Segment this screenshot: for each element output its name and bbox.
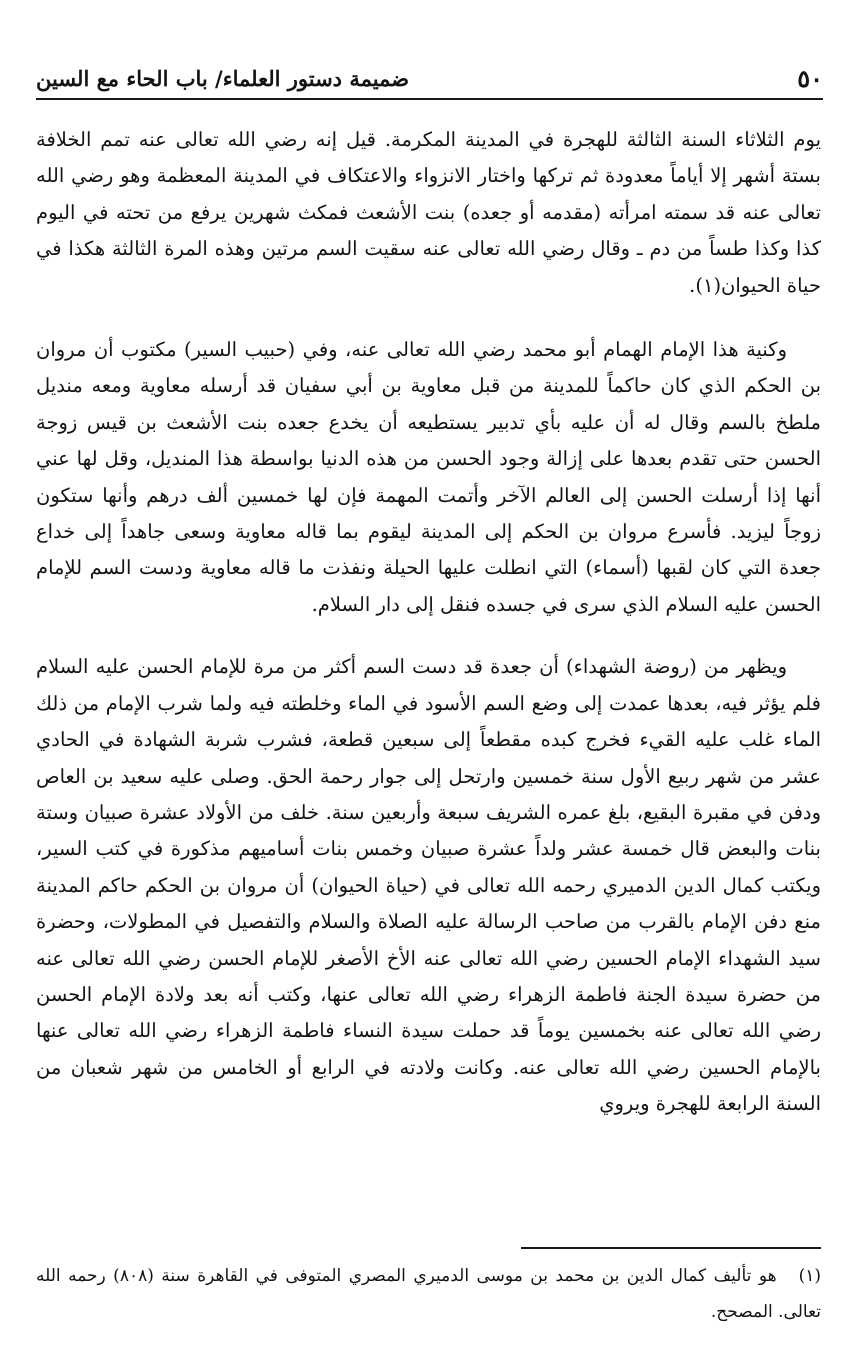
- page-number: ٥٠: [797, 63, 823, 93]
- page-header: [36, 58, 823, 100]
- footnote-divider: [521, 1247, 821, 1249]
- paragraph-3: ويظهر من (روضة الشهداء) أن جعدة قد دست السم أكثر من مرة للإمام الحسن عليه السلام فلم يؤثر فيه، بعدها عمدت إلى وضع السم الأسود في الماء وخلطته فيه ولما شرب الإمام من ذلك الماء غلب عليه القيء فخرج كبده مقطعاً إلى سبعين قطعة، فشرب شربة الشهادة في الحادي عشر من شهر ربيع الأول سنة خمسين وارتحل إلى جوار رحمة الحق. وصلى عليه سعيد بن العاص ودفن في مقبرة البقيع، بلغ عمره الشريف سبعة وأربعين سنة. خلف من الأولاد عشرة صبيان وستة بنات والبعض قال خمسة عشر ولداً عشرة صبيان وخمس بنات أساميهم مذكورة في كتب السير، ويكتب كمال الدين الدميري رحمه الله تعالى في (حياة الحيوان) أن مروان بن الحكم حاكم المدينة منع دفن الإمام بالقرب من صاحب الرسالة عليه الصلاة والسلام والتفصيل في المطولات، وحضرة سيد الشهداء الإمام الحسين رضي الله تعالى عنه الأخ الأصغر للإمام الحسن رضي الله تعالى عنه من حضرة سيدة الجنة فاطمة الزهراء رضي الله تعالى عنها، وكتب أنه بعد ولادة الإمام الحسن رضي الله تعالى عنه بخمسين يوماً قد حملت سيدة النساء فاطمة الزهراء رضي الله تعالى عنها بالإمام الحسين رضي الله تعالى عنه. وكانت ولادته في الرابع أو الخامس من شهر شعبان من السنة الرابعة للهجرة ويروي: [36, 655, 821, 1116]
- footnote-marker: (١): [798, 1266, 822, 1286]
- paragraph-2: وكنية هذا الإمام الهمام أبو محمد رضي الله تعالى عنه، وفي (حبيب السير) مكتوب أن مروان بن الحكم الذي كان حاكماً للمدينة من قبل معاوية بن أبي سفيان قد أرسله معاوية ومعه منديل ملطخ بالسم وقال له أن عليه بأي تدبير يستطيعه أن يخدع جعده بنت الأشعث بن قيس زوجة الحسن حتى تقدم بعدها على إزالة وجود الحسن من هذه الدنيا بواسطة هذا المنديل، وقل لها عني أنها إذا أرسلت الحسن إلى العالم الآخر وأتمت المهمة فإن لها خمسين ألف درهم وأنها ستكون زوجاً ليزيد. فأسرع مروان بن الحكم إلى المدينة ليقوم بما قاله معاوية وسعى جاهداً إلى خداع جعدة التي كان لقبها (أسماء) التي انطلت عليها الحيلة ونفذت ما قاله معاوية ودست السم للإمام الحسن عليه السلام الذي سرى في جسده فنقل إلى دار السلام.: [36, 338, 821, 616]
- footnote-text: هو تأليف كمال الدين بن محمد بن موسى الدميري المصري المتوفى في القاهرة سنة (٨٠٨) رحمه الله تعالى. المصحح.: [36, 1266, 821, 1322]
- footnote: [36, 1258, 821, 1330]
- main-text: [36, 122, 821, 1123]
- running-title: ضميمة دستور العلماء/ باب الحاء مع السين: [36, 65, 410, 91]
- paragraph-1: يوم الثلاثاء السنة الثالثة للهجرة في المدينة المكرمة. قيل إنه رضي الله تعالى عنه تمم الخلافة بستة أشهر إلا أياماً معدودة ثم تركها واختار الانزواء والاعتكاف في المدينة المعظمة وهو رضي الله تعالى عنه قد سمته امرأته (مقدمه أو جعده) بنت الأشعث فمكث شهرين يرفع من تحته في اليوم كذا وكذا طساً من دم ـ وقال رضي الله تعالى عنه سقيت السم مرتين وهذه المرة الثالثة هكذا في حياة الحيوان(١).: [36, 128, 821, 297]
